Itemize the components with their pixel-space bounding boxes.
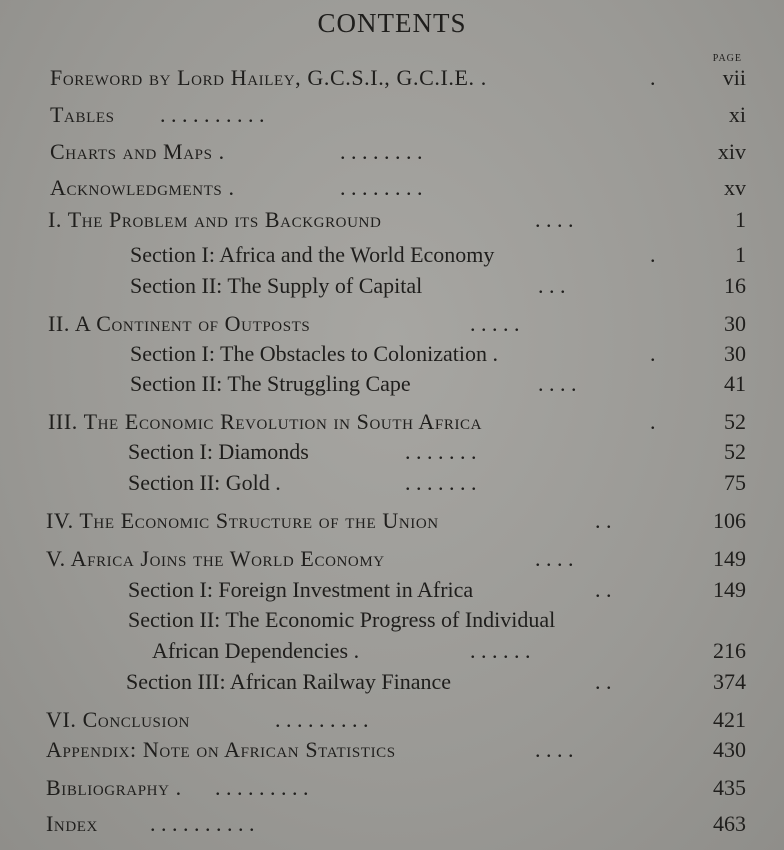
toc-entry-leader: . . [595, 577, 612, 602]
toc-entry-page: xi [728, 102, 746, 127]
toc-entry-leader: . [650, 341, 656, 366]
toc-entry-page: xv [724, 175, 746, 200]
toc-entry-label: Bibliography . [46, 775, 182, 800]
toc-entry-label: I. The Problem and its Background [48, 207, 382, 232]
toc-chapter [0, 204, 784, 236]
toc-entry-page: 435 [713, 775, 746, 800]
toc-chapter [0, 505, 784, 537]
toc-entry-label: III. The Economic Revolution in South Africa [48, 409, 483, 434]
toc-entry [0, 734, 784, 766]
toc-entry-page: 149 [713, 577, 746, 602]
toc-entry-page: 374 [713, 669, 746, 694]
toc-entry-label: Section III: African Railway Finance [126, 669, 452, 694]
toc-section-continued [0, 635, 784, 667]
toc-entry-leader: . . . . . . . . . [275, 707, 369, 732]
toc-entry-leader: . . [595, 669, 612, 694]
toc-entry-leader: . . [595, 508, 612, 533]
toc-entry-label: IV. The Economic Structure of the Union [46, 508, 439, 533]
toc-section [0, 270, 784, 302]
toc-entry-label: Appendix: Note on African Statistics [46, 737, 396, 762]
toc-entry-page: 41 [724, 371, 746, 396]
toc-entry-leader: . . . . [538, 371, 577, 396]
toc-section [0, 368, 784, 400]
toc-chapter [0, 308, 784, 340]
toc-entry-label: Section I: Africa and the World Economy [130, 242, 495, 267]
toc-entry-label: Index [46, 811, 98, 836]
toc-entry-label: Section I: Diamonds [128, 439, 309, 464]
toc-entry-label: Section II: Gold . [128, 470, 281, 495]
toc-entry-leader: . . . . . . . . . . [160, 102, 265, 127]
toc-entry-label: Acknowledgments . [50, 175, 235, 200]
toc-entry-label: Foreword by Lord Hailey, G.C.S.I., G.C.I.E. . [50, 65, 487, 90]
toc-entry-page: 1 [735, 207, 746, 232]
toc-entry-leader: . . . . . . . . [340, 175, 423, 200]
toc-entry-label: Charts and Maps . [50, 139, 225, 164]
toc-entry [0, 136, 784, 168]
toc-section [0, 574, 784, 606]
toc-entry-label: Section II: The Economic Progress of Individual [128, 607, 556, 632]
toc-entry-label: VI. Conclusion [46, 707, 190, 732]
toc-entry-page: 30 [724, 311, 746, 336]
toc-entry-leader: . . . . [535, 546, 574, 571]
toc-entry-leader: . . . . . . . [405, 470, 477, 495]
toc-entry-leader: . . . . . . [470, 638, 531, 663]
toc-entry-page: 421 [713, 707, 746, 732]
toc-section [0, 338, 784, 370]
toc-entry-page: 16 [724, 273, 746, 298]
toc-entry-leader: . [650, 65, 656, 90]
toc-entry-leader: . . . . . . . . . . [150, 811, 255, 836]
toc-entry-label: II. A Continent of Outposts [48, 311, 311, 336]
toc-entry-label: Tables [50, 102, 115, 127]
page-title: CONTENTS [317, 8, 467, 38]
toc-entry [0, 808, 784, 840]
toc-section [0, 436, 784, 468]
toc-entry-page: 52 [724, 439, 746, 464]
toc-entry-label: Section I: Foreign Investment in Africa [128, 577, 474, 602]
toc-entry-label: Section I: The Obstacles to Colonization . [130, 341, 499, 366]
toc-entry-label: Section II: The Struggling Cape [130, 371, 411, 396]
toc-chapter [0, 704, 784, 736]
toc-section [0, 666, 784, 698]
toc-entry-label: African Dependencies . [152, 638, 360, 663]
toc-entry-leader: . . . . . . . . [340, 139, 423, 164]
toc-entry-page: 52 [724, 409, 746, 434]
toc-entry-leader: . . . . . . . [405, 439, 477, 464]
toc-entry-label: V. Africa Joins the World Economy [46, 546, 385, 571]
toc-entry [0, 772, 784, 804]
toc-chapter [0, 406, 784, 438]
toc-section [0, 239, 784, 271]
toc-entry-page: 463 [713, 811, 746, 836]
toc-entry-leader: . . . . . [470, 311, 520, 336]
toc-entry-page: 106 [713, 508, 746, 533]
toc-entry-page: xiv [717, 139, 746, 164]
toc-entry-leader: . [650, 409, 656, 434]
toc-entry-label: Section II: The Supply of Capital [130, 273, 423, 298]
toc-entry-leader: . . . [538, 273, 566, 298]
toc-entry [0, 172, 784, 204]
toc-entry-page: 216 [713, 638, 746, 663]
toc-entry-leader: . [650, 242, 656, 267]
toc-section [0, 604, 784, 636]
toc-entry [0, 62, 784, 94]
toc-entry-page: 75 [724, 470, 746, 495]
toc-entry-page: 1 [735, 242, 746, 267]
toc-entry [0, 99, 784, 131]
toc-entry-page: vii [722, 65, 746, 90]
toc-entry-page: 149 [713, 546, 746, 571]
toc-chapter [0, 543, 784, 575]
toc-entry-page: 30 [724, 341, 746, 366]
page-column-header: PAGE [712, 53, 742, 64]
toc-entry-leader: . . . . . . . . . [215, 775, 309, 800]
toc-entry-leader: . . . . [535, 207, 574, 232]
toc-section [0, 467, 784, 499]
toc-entry-page: 430 [713, 737, 746, 762]
toc-entry-leader: . . . . [535, 737, 574, 762]
